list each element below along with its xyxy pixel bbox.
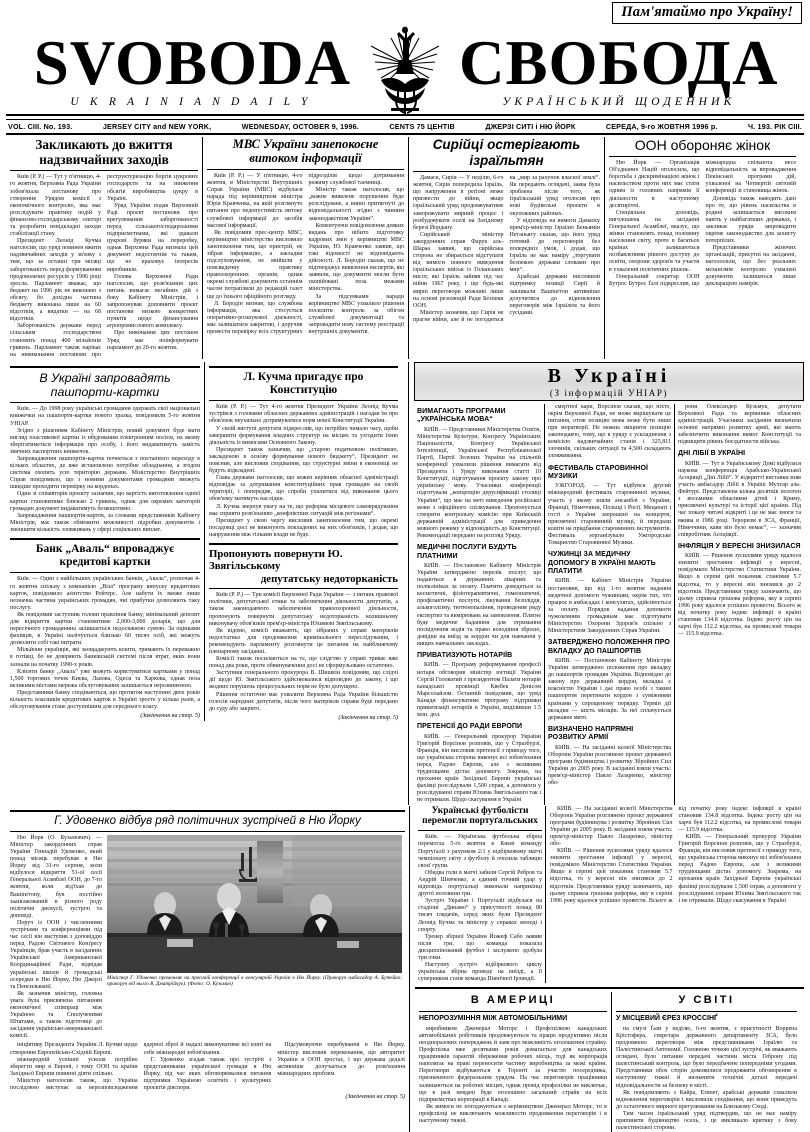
paragraph: Про виконання цих постанов Уряд має поінформувати парламент до 20-го жовтня. bbox=[107, 330, 198, 351]
masthead-title-ukrainian: СВОБОДА bbox=[459, 28, 779, 98]
news-brief-continuation bbox=[678, 404, 801, 447]
paragraph: КИЇВ. — Рішення зусиллями уряду вдалося знизити зростання інфляції у вересні, повідомило Міністерство Статистики України. Якщо в серпні цей показник становив 5.7 відсотка, то у вересні він знизився до 2 відсотків. Представники уряду зазначають, що цьому сприяла грошова реформа, яку в серпні 1996 року вдалося успішно провести. Всього ж від початку року індекс інфляції в країні становив 134.8 відсотка. Індекс росту цін на харчі був 112.2 відсотка, на промислові товари — 115.9 відсотка. bbox=[678, 553, 801, 638]
paragraph: Київ. — Один з найбільших українських банків, „Аваль“, розпочав 4-го жовтня спільну з компанією „Візa“ програму випуску кредитових карток, повідомило аґентство Ройтерс. Але набути їх зможе лише незначна частина українських громадян, чиї прибутки дозволяють таку послугу. bbox=[10, 576, 200, 611]
paragraph: КИЇВ. — Тут в Українському Домі відбулася наукова конференція Арабсько-Української Асоціяції „Дні Лібії“. У відкритті виставки взяв участь амбасадор Лібії в Україні Мухтар аль-Фейтурі. Представлена кілька десятків полотен з восьмими обласними дітей і Криму, присвячені культурі та історії цієї країни. Під час показу читачі відкриті і це не має змоги та вжива в 1986 році. Тероризм в ЗСА, Франції, Німеччини, кави він було немає“, — зазначив співробітник Асоціяції. bbox=[678, 460, 801, 538]
news-brief bbox=[548, 483, 671, 547]
paragraph: Міністер наголосив також, що Україна послідовно виступає за нерозповсюдження ядерної зброї й надалі виконуватиме всі взяті на себе міжнародні зобов'язання. bbox=[10, 1042, 272, 1092]
paragraph: Президент у свою чергу висловив занепокоєння тим, що окремі посадовці досі не виконують покладених на них обов'язків, і додав, що напруження між гілками влади не буде. bbox=[209, 517, 398, 538]
top-story-4 bbox=[604, 137, 800, 359]
photo-block bbox=[107, 835, 402, 1041]
news-brief bbox=[419, 1026, 607, 1125]
right-lower-row bbox=[415, 806, 804, 984]
paragraph: Спеціяльна доповідь, виголошена на засіданні Генеральної Асамблеї, вказує, що жінки становлять понад половину населення світу, проте в багатьох країнах залишаються позбавленими рівного доступу до освіти, охорони здоров'я та участи в ухваленні політичних рішень. bbox=[609, 209, 700, 273]
football-story bbox=[415, 806, 545, 984]
subheading: ПРИВАТИЗУЮТЬ НОТАРІЇВ bbox=[417, 652, 513, 660]
paragraph: Один зі співавторів проєкту зазначив, що вартість виготовлення однієї картки становитиме близько 2 гривень, однак для окремих категорій громадян документ видаватимуть безкоштовно. bbox=[10, 491, 200, 512]
ukrainian-trident-statue-emblem bbox=[351, 24, 459, 116]
indicia-place-english: JERSEY CITY and NEW YORK, bbox=[102, 122, 212, 131]
indicia-price: CENTS 75 ЦЕНТІВ bbox=[389, 122, 455, 131]
paragraph: Міністр також наголосив, що „кожне виявлене порушення буде розслідуване, а винні притягнуті до відповідальності згідно з чинним законодавством України“. bbox=[308, 187, 404, 222]
middle-column bbox=[204, 362, 402, 721]
paragraph: Запровадження пашпортів-карток почнеться з поетапного переходу в кількох областях, де вже встановлено потрібне обладнання, а згодом система охопить усю територію держави. Міністерство Внутрішніх Справ повідомило, що з новими документами громадяни зможуть швидше проходити перевірку на кордонах. bbox=[10, 455, 200, 491]
section-title: У СВІТІ bbox=[678, 994, 735, 1007]
paragraph: УЖГОРОД. — Тут відбувся другий міжнародний фестиваль старовинної музики, участь у якому взяли ансамблі з України, Франції, Німеччини, Польщі і Росії. Мецанаті і гості з України запрошені на концерти, присвячені старовинній музиці, й передали кошти на придбання старовинних інструментів. Фестиваль зорганізувало Ужгородське Товариство Старовинної Музики. bbox=[548, 483, 671, 547]
paragraph: Київ (Р. Р.) — Три комісії Верховної Ради України — з питань правової політики, депутатської етики та забезпечення діяльности депутатів, а також законодавчого забезпечення правоохоронної діяльности, пропонують повернути депутатську недоторканість колишньому виконувачу обов'язків прем'єр-міністра Юхимові Звягільському. bbox=[209, 592, 398, 627]
paragraph: У відповідь на вимоги Дамаску прем'єр-міністер Ізраїлю Беньямін Нетаньягу сказав, що його уряд готовий до переговорів без попередніх умов, і додав, що Ізраїль не має наміру „торгувати безпекою держави словами про мир“. bbox=[509, 217, 600, 274]
bottom-section-america bbox=[415, 992, 611, 1132]
paragraph: Представники жіночих організацій, присутні на засіданні, наголосили, що без реальних механізмів контролю ухвалені документи залишаться лише декларацією намірів. bbox=[705, 245, 796, 287]
section-rule bbox=[209, 366, 398, 368]
subheading: МЕДИЧНІ ПОСЛУГИ БУДУТЬ ПЛАТНИМИ bbox=[417, 544, 517, 560]
story-body bbox=[207, 173, 404, 336]
section-rule bbox=[209, 543, 398, 545]
news-brief bbox=[417, 734, 541, 805]
section-rule bbox=[10, 538, 200, 540]
indicia-place-ukrainian: ДЖЕРЗІ СИТІ і НЮ ЙОРК bbox=[485, 122, 576, 131]
news-brief bbox=[417, 563, 541, 648]
paragraph: КИЇВ. — Програму реформування професії нотаря обговорив міністер юстиції України Сергій Головатий з президентом Палати нотарів канадської провінції Квебек Денісом Марсолайзом. Останній повідомив, що уряд Канади фінансуватиме програму підтримки приватизації нотаріїв в Україні, виділивши 1.5 млн. дол. bbox=[417, 662, 541, 719]
news-brief bbox=[616, 1026, 797, 1132]
ukraine-section-subtitle: (З інформацій УНІАР) bbox=[549, 387, 669, 398]
indicia-volume-ukrainian: Ч. 193. РІК CIII. bbox=[748, 122, 802, 131]
paragraph: Доповідь також наводить дані про те, що рівень насильства в родині залишається високим навіть у найбагатших державах, і закликає уряди запровадити окреме законодавство для захисту потерпілих. bbox=[705, 195, 796, 245]
subheading: ФЕСТИВАЛЬ СТАРОВИННОЇ МУЗИКИ bbox=[548, 464, 649, 480]
subheading: ВИМАГАЮТЬ ПРОГРАМИ „УКРАЇНСЬКА МОВА“ bbox=[417, 407, 506, 424]
right-lower-block bbox=[409, 806, 804, 1132]
headline-rule bbox=[10, 170, 198, 171]
ukraine-section-title: В Україні bbox=[547, 364, 671, 387]
paragraph: Президент також зазначив, що „старою податковою політикою, закладеною в основу формування нового бюджету“, Президент не пояснив, але висловив сподівання, що структурні зміни в економіці не будуть відкладені. bbox=[209, 446, 398, 475]
headline-rule bbox=[609, 156, 796, 157]
paragraph: Заступник генерального прокурора В. Шишкін повідомив, що слідчі дії щодо Ю. Звягільського здійснювалися відповідно до закону, і що жодних порушень процесуальних норм не було допущено. bbox=[209, 670, 398, 691]
headline-rule bbox=[10, 572, 200, 573]
section-title-rule bbox=[419, 1011, 607, 1012]
story-body bbox=[10, 576, 200, 711]
paragraph: КИЇВ. — На засіданні колеґії Міністерства Оборони України розглянено проєкт державної програми будівництва і розвитку Збройних Сил України до 2005 року. В засіданні взяли участь: прем'єр-міністер Павло Лазаренко, міністер обо- bbox=[550, 805, 673, 847]
subheading: НЕПОРОЗУМІННЯ МІЖ АВТОМОБІЛЬНИМИ bbox=[419, 1015, 568, 1023]
remember-ukraine-slogan: Пам'ятаймо про Україну! bbox=[612, 2, 802, 24]
masthead-subtitle-ukrainian: УКРАЇНСЬКИЙ ЩОДЕННИК bbox=[502, 96, 736, 108]
top-story-2 bbox=[202, 137, 408, 359]
paragraph: Л. Бородін визнав, що службова інформація, яка стосується оперативно-розшукової діяльності, має залишатися закритою, і доручив провести перевірку всіх структурних підрозділів щодо дотримання режиму службової таємниці. bbox=[207, 172, 404, 335]
top-story-1 bbox=[6, 137, 202, 359]
paragraph: Як повідомив прес-центр МВС, керівництво міністерства висловило занепокоєння тим, що пристрій, не зібрав інформацію, а закладки підслуховування, не ввійшли у повсякденну практику правоохоронних органів, однак окремі службові документи останнім часом потрапляли до редакцій газет ще до їхнього офіційного розгляду. bbox=[207, 229, 303, 300]
news-brief bbox=[548, 745, 671, 788]
paragraph: Поруч із ООН і численними зустрічами та конференціями під час сесії він виступив з доповіддю перед Радою Світового Конґресу Українців, брав участь в засіданнях Української Американської Координаційної Ради, відвідав українські школи й громадські осередки в Ню Йорку, Ню Джерзі та Пенсильванії. bbox=[10, 919, 102, 990]
paragraph: Уряд України подав Верховній Раді проєкт постанови про врегулювання заборгованості перед сільськогосподарськими підприємствами, які здавали цукрові буряки на переробку, однак Верховна Рада визнала цей документ недостатнім та таким, що не враховує інтересів виробників. bbox=[107, 202, 198, 273]
headline: Сирійці остерігають ізраїльтян bbox=[432, 137, 581, 168]
paragraph: Київ (Р. Р.) — У п'ятницю, 4-го жовтня, в Міністерстві Внутрішніх Справ України (МВС) відбулася нарада під керівництвом міністра Юрія Кравченка, на якій розглянуто питання про недопустимість витоку службової інформації до засобів масової інформації. bbox=[207, 172, 303, 229]
press-conference-photo bbox=[107, 835, 402, 973]
paragraph: на смузі Ґази у неділю, 6-го жовтня, з присутності Воррена Крістофера, секретаря державного департаменту ЗСА, було продовжено переговори між представниками Ізраїлю та Палестинської Автономії. Головною точкою цієї зустрічі, як вважають оглядачі, було питання передачі частини міста Геброну під палестинський контроль, що було передбачене попередніми угодами. Представники обох сторін домовилися продовжити обговорення в наступному тижні й визначити технічні деталі передачі відповідальности за безпеку в місті. bbox=[616, 1025, 797, 1089]
headline: ООН обороняє жінок bbox=[634, 137, 771, 153]
story-body bbox=[10, 406, 200, 534]
paragraph: У своїй виступі депутати підкреслив, що потрібно чимало часу, щоби завершити формування владних структур на місцях та узгодити їхню діяльність із вимогами Основного Закону. bbox=[209, 425, 398, 446]
paragraph: КИЇВ. — Кабінет Міністрів України постановив, що від 1-го жовтня надання медичної допомоги чужинцям, окрім тих, хто працює в амбасадах і консулятах, здійснюється за оплату. Порядок надання допомоги чужоземним громадянам має підготувати Міністерство Охорони Здоров'я спільно з Міністерством Закордонних Справ України. bbox=[548, 578, 671, 635]
top-stories-row bbox=[6, 137, 804, 359]
paragraph: Як вимоги не погоджуються з керівництвом Дженерал Моторс, то в профспілці не виключають можливости продовження переговорів і в наступному тижні. bbox=[419, 1103, 607, 1124]
paragraph: Сирійський міністер закордонних справ Фарук аль-Шараа заявив, що сирійська сторона не збирається відступати від вимоги повного виведення ізраїльських військ із Голанських висот, які Ізраїль зайняв під час війни 1967 року, і що будь-які мирні переговори можливі лише на основі резолюцій Ради Безпеки ООН. bbox=[413, 231, 504, 309]
paragraph: Київ. — Українська футбольна збірна перемогла 5-го жовтня в Києві команду Портуґалії з рахунком 2:1 у відбірковому матчі чемпіонату світу з футболу й очолила таблицю своєї групи. bbox=[418, 834, 542, 869]
paragraph: КИЇВ. — Постановою Кабінету Міністрів України затверджено перелік послуг, що надаються в державних лікарнях та поліклініках за оплату. Платити доведеться за косметичні, фізіотерапевтичні, гомеопатичні, профілактичні послуги, лікування безпліддя, алькоголізму, тютюнопаління, проведення ряду експертиз та вимірювань на замовлення. Платне буде медичне баданння для отримання посвідчення водія та право володіння зброєю, довідки на виїзд за кордон чи для навчання у вищих навчальних закладах. bbox=[417, 562, 541, 647]
story-body bbox=[413, 175, 600, 324]
paragraph: Як повідомляють з Кайра, Еґипет, арабські держави схвалили відновлення переговорів і висловили сподівання, що вони приведуть до остаточного мирного врегулювання на Близькому Сході. bbox=[616, 1089, 797, 1110]
section-title: В АМЕРИЦІ bbox=[470, 994, 556, 1007]
paragraph: смертної кари, Ворсінов сказав, що ніхто, окрім Верховної Ради, не може вирішувати це питання, отож позицію мова може бути лише при моратворії. Не можна зміцнити позицію законодавчо, тому, що в уряду є ускладнення з комісією надзвичайних станів і 325,811 злочинів, скільких ситуації та 4,500 складають зловживання. bbox=[548, 403, 671, 460]
subheading: ЧУЖИНЦІ ЗА МЕДИЧНУ ДОПОМОГУ В УКРАЇНІ МАЮТЬ ПЛАТИТИ bbox=[548, 551, 656, 575]
headline: Г. Удовенко відбув ряд політичних зустрічей в Ню Йорку bbox=[54, 814, 361, 827]
headline-line-1: Пропонують повернути Ю. Звягільському bbox=[209, 548, 343, 573]
headline-rule bbox=[209, 400, 398, 401]
ukraine-column-2 bbox=[544, 404, 674, 805]
headline-rule bbox=[207, 169, 404, 170]
paragraph: Рішення остаточно має ухвалити Верховна Рада України більшістю голосів народних депутатів, після чого матеріяли справи буде передано до суду або закрито. bbox=[209, 691, 398, 712]
news-brief bbox=[678, 553, 801, 638]
paragraph: Коментуючи повідомлення деяких видань про нібито підготовку кадрових змін у керівництві МВС України, Ю. Кравченко заявив, що такі відомості не відповідають дійсності. Л. Бородін сказав, що не підтверджує виявлення експертів, які заявили, що документи могли бути скопійовані поза межами міністерства. bbox=[308, 222, 404, 293]
section-rule bbox=[10, 810, 405, 812]
paragraph: рони Олександер Кузьмук, депутати Верховної Ради та керівники обласних адміністрацій. Учасники засідання визначили основні напрямні розвитку армії, які мають забезпечити виконання вимог Конституції та підвищити рівень боєздатности війська. bbox=[678, 403, 801, 446]
story-body bbox=[10, 174, 198, 358]
ukraine-column-3 bbox=[674, 404, 804, 805]
paragraph: Київ (Р. Р.) — Тут у п'ятницю, 4-го жовтня, Верховна Рада України зобов'язала постанову про створення Урядом комісії з економічного контролю, яка має розслідувати практику подій у фінансово-господарському секторі та розробити невідкладні заходи стабілізації стану. bbox=[10, 174, 101, 238]
paragraph: Генеральний секретар ООН Бутрос Бутрос Ґалі підкреслив, що міжнародна спільнота несе відповідальність за впровадження Пекінської програми дій, ухваленої на Четвертій світовій конференції зі становища жінок. bbox=[609, 160, 796, 287]
headline-rule bbox=[10, 402, 200, 403]
headline: Банк „Аваль“ впроваджує кредитові картки bbox=[35, 543, 175, 569]
subheading: ВИЗНАЧЕНО НАПРЯМНІ РОЗВИТКУ АРМІЇ bbox=[548, 725, 634, 742]
paragraph: Заборгованість держави перед сільським господарством становить понад 400 мільйонів гривень. Парламент також нарікає на невиконання постанови про реструктуризацію боргів цукрових господарств та на зниження обсягів виробництва цукру в Україні. bbox=[10, 174, 198, 358]
subheading: ЗАТВЕРДЖЕНО ПОЛОЖЕННЯ ПРО ВКЛАДКУ ДО ПАШПОРТІВ bbox=[548, 639, 670, 655]
masthead bbox=[6, 26, 804, 112]
paragraph: Ню Йорк (О. Кузьмович). — Міністер закордонних справ України Геннадій Удовенко, який понад місяць перебував в Ню Йорку від 31-го серпня, коли відбулося відкриття 51-ої сесії Генеральної Асамблеї ООН, до 7-го жовтня, коли від'їхав до Вашінґтону, був постійно заанґажований в різного роду політичні дискусії, зустрічі та доповіді. bbox=[10, 834, 102, 919]
main-content-area bbox=[6, 362, 804, 805]
paragraph: Клієнти банку „Аваль“ уже можуть користуватися картками у понад 1,500 торгових точок Києва, Львова, Одеси та Харкова, однак поза великими містами мережа обслуговування залишається нерозвиненою. bbox=[10, 668, 200, 689]
section-title-rule bbox=[616, 1011, 797, 1012]
paragraph: Голова Верховної Ради наголосив, що розв'язання цих питань вимагає негайних дій з боку Кабінету Міністрів, і запропонував доповнити проєкт постанови низкою конкретних пунктів щодо фінансування агропромислового комплексу. bbox=[107, 273, 198, 330]
indicia-date-english: WEDNESDAY, OCTOBER 9, 1996. bbox=[241, 122, 359, 131]
paragraph: Згідно з рішенням Кабінету Міністрів, новий документ буде мати вигляд пластикової картки із вбудованим електронним носієм, на якому зберігатиметься інформація про особу, і його видаватимуть замість звичних паспортних книжечок. bbox=[10, 427, 200, 455]
section-rule bbox=[10, 366, 200, 368]
paragraph: виробником Дженерал Моторс і Профспілкою канадських автомобільних робітників продовжуються та працю продуктивно після неодноразових попереджень й заяв про можливість оголошення страйку. Профспілка вже десятками років домагається для канадських працівників ґарантій збереження робочих місць, тоді як корпорація наполягає на праві переносити частину виробництва за межі країни. Переговори відбуваються в Торонті за участю посередника, призначеного федеральним урядом. На час переговорів працівники залишаються на робочих місцях, однак провід профспілки не виключає, що в разі невдачі буде оголошено загальний страйк на всіх підприємствах корпорації в Канаді. bbox=[419, 1025, 607, 1103]
paragraph: КИЇВ. — Представники Міністерства Освіти, Міністерства Культури, Конґресу Українських Націоналістів, Конґресу Української Інтеліґенції, Української Республіканської Партії, Партії Зелених України на спільній конференції ухвалили рішення вимагати від Президента і Уряду виконання статті 10 Конституції, підготування проєкту закону про українську мову. Учасники конференції підготували „концепцію дерусификації столиці України“, що має на меті виведення російської мови з офіційного спілкування. Пропонується створити контрольну комісію при Київській державній адміністрації для приведення мовного режиму у відповідність до Конституції. Рекомендації передано на розгляд Уряду. bbox=[417, 426, 541, 539]
photo-story-row bbox=[6, 806, 804, 1132]
subheading: ДНІ ЛІБІЇ В УКРАЇНІ bbox=[678, 450, 746, 458]
subheading: У МІСЦЕВИЙ ЄРЕЗ КРОССІНҐ bbox=[616, 1015, 718, 1023]
paragraph: Підсумовуючи перебування в Ню Йорку, міністер висловив переконання, що авторитет України в ООН зростає, і що держава дедалі активніше долучається до розв'язання міжнародних проблем. bbox=[277, 1042, 405, 1077]
story-body bbox=[418, 834, 542, 983]
masthead-subtitle-english: U K R A I N I A N D A I L Y bbox=[70, 96, 312, 108]
news-brief-continuation bbox=[548, 404, 671, 461]
headline-rule bbox=[10, 831, 405, 832]
paragraph: Л. Кучма звернув увагу на те, що реформа місцевого самоврядування має сприяти розв'язанню „конфліктних ситуацій між регіонами“. bbox=[209, 503, 398, 517]
masthead-left bbox=[31, 26, 351, 108]
photo-caption: Міністер Г. Удовенко промовляє на пресовій конференції в консулярній Україні в Ню Йорку. (Праворуч амбасадор А. Бутейко; праворуч від нього В. Дмитрійчук). (Фото: О. Кузьмич) bbox=[107, 974, 402, 988]
continuation-note: (Закінчення на стор. 5) bbox=[140, 713, 200, 720]
left-block-row bbox=[6, 362, 408, 721]
paragraph: КИЇВ. — Генеральний прокурор України Григорій Ворсінов розповів, що у Стразбурзі, Франція, він висловив претенсії з приводу того, що українська сторона виконує всі зобов'язання перед Радою Европи, але з великими труднощами дістає допомогу. Зокрема, на прохання країн Західньої Европи українські фахівці розслідували 1,500 справ, а допомоги у розслідуванні справи Юхима Звягільського так і не отримали. Щодо скасування в Україні bbox=[417, 733, 541, 804]
ukraine-section-columns bbox=[414, 404, 804, 805]
section-rule bbox=[415, 987, 804, 989]
ukraine-section-overflow bbox=[545, 806, 801, 984]
headline-rule bbox=[418, 830, 542, 831]
news-brief-continuation bbox=[550, 806, 801, 905]
continuation-note: (Закінчення на стор. 5) bbox=[345, 1094, 405, 1101]
bottom-sections bbox=[415, 992, 804, 1132]
photo-story-inner bbox=[10, 835, 405, 1041]
news-brief bbox=[417, 427, 541, 541]
paragraph: Мільйони українців, які заощаджують кошти, тримають їх переважно в готівці, бо не довіряють банківській системі після втрат, яких вони зазнали на початку 1990-х років. bbox=[10, 647, 200, 668]
headline: В Україні запровадять пашпорти-картки bbox=[39, 370, 171, 400]
story-body bbox=[609, 160, 796, 288]
bottom-section-world bbox=[611, 992, 801, 1132]
paragraph: Київ. — До 1998 року українські громадяни одержать свої національні книжечки на пашпорти-картки нового зразка, повідомили 5-го жовтня УНІАР. bbox=[10, 406, 200, 427]
headline: Закликають до вжиття надзвичайних заходів bbox=[35, 137, 173, 168]
paragraph: КИЇВ. — Рішення зусиллями уряду вдалося знизити зростання інфляції у вересні, повідомило Міністерство Статистики України. Якщо в серпні цей показник становив 5.7 відсотка, то у вересні він знизився до 2 відсотків. Представники уряду зазначають, що цьому сприяла грошова реформа, яку в серпні 1996 року вдалося успішно провести. Всього ж від початку року індекс інфляції в країні становив 134.8 відсотка. Індекс росту цін на харчі був 112.2 відсотка, на промислові товари — 115.9 відсотка. bbox=[550, 805, 801, 904]
masthead-right bbox=[459, 26, 779, 108]
indicia-bar bbox=[6, 120, 804, 135]
story-body bbox=[209, 404, 398, 539]
ukraine-section-banner bbox=[414, 362, 804, 401]
paragraph: За підсумками наради керівництво МВС ухвалило рішення посилити контроль за обігом службової документації та запровадити нову систему реєстрації внутрішніх документів. bbox=[308, 293, 404, 335]
top-banner bbox=[6, 0, 804, 26]
paragraph: Тренер збірної України Йожеф Сабо заявив після гри, що команда показала дисциплінований футбол і заслужено здобула три очки. bbox=[418, 933, 542, 961]
headline-rule bbox=[209, 588, 398, 589]
subheading: ПРЕТЕНСІЇ ДО РАДИ ЕВРОПИ bbox=[417, 723, 523, 731]
news-brief bbox=[678, 461, 801, 539]
paragraph: Як відомо, комісії вважають, що зібраних у справі матеріялів недостатньо для продовження кримінального переслідування, і рекомендують парламенту розглянути це питання на найближчому пленарному засіданні. bbox=[209, 627, 398, 655]
paragraph: Дамаск, Сирія — У неділю, 6-го жовтня, Сирія попередила Ізраїль, що напруження в реґіоні може призвести до війни, якщо ізраїльський уряд продовжуватиме заморожувати мирний процес і розбудовувати оселі на Західному березі Йордану. bbox=[413, 175, 504, 231]
headline-line-1: Українські футболісти bbox=[431, 805, 529, 816]
news-brief bbox=[548, 658, 671, 722]
paragraph: Зустріч України і Портуґалії відбулася на стадіоні „Динамо“ у присутності понад 80 тисяч глядачів, серед яких були Президент Леонід Кучма та міністер у справах молоді і спорту. bbox=[418, 898, 542, 933]
headline-line-2: перемогли портуґальських bbox=[422, 816, 538, 827]
paragraph: Ню Йорк — Організація Об'єднаних Націй оголосила, що боротьба з дискримінацією жінок і насильством проти них має стати одним із головних напрямів її діяльности в наступному десятиріччі. bbox=[609, 160, 700, 209]
ukraine-column-1 bbox=[414, 404, 544, 805]
paragraph: Президент Леонід Кучма наголосив, що уряд повинен вжити надзвичайних заходів у зв'язку з тим, що за останні три місяці заборгованість перед формуванням продовольчих ресурсів у 1996 році зросла. Парламент вважає, що бюджет на 1996 рік не виконано з обсягу, бо дохідна частина бюджету виконана лише на 60 відсотків, а видатки — на 68 відсотків. bbox=[10, 238, 101, 323]
paragraph: Як повідомив заступник голови правління банку, мінімальний депозит для відкриття картки становитиме 2,000-3,000 доларів, що для пересічного громадянина залишається недосяжною сумою. За оцінками фахівців, в Україні налічується близько 60 тисяч осіб, які можуть дозволити собі такі витрати. bbox=[10, 611, 200, 647]
indicia-volume: VOL. CIII. No. 193. bbox=[8, 122, 73, 131]
top-story-3 bbox=[408, 137, 604, 359]
paragraph: Міністер зазначив, що Сирія не прагне війни, але й не погодиться на „мир за рахунок власної землі“. Як передають оглядачі, заява була зроблена після того, як ізраїльський уряд оголосив про нові будівельні проєкти в окупованих районах. bbox=[413, 175, 600, 323]
headline-rule bbox=[413, 171, 600, 172]
paragraph: Запровадження пашпортів-карток, за словами представників Кабінету Міністрів, має також обмежити можливості підробки документів і зменшити кількість зловживань у сфері соціяльних виплат. bbox=[10, 512, 200, 533]
story-body bbox=[209, 592, 398, 713]
paragraph: КИЇВ. — Генеральний прокурор України Григорій Ворсінов розповів, що у Стразбурзі, Франція, він висловив претенсії з приводу того, що українська сторона виконує всі зобов'язання перед Радою Европи, але з великими труднощами дістає допомогу. Зокрема, на прохання країн Західньої Европи українські фахівці розслідували 1,500 справ, а допомоги у розслідуванні справи Юхима Звягільського так і не отримали. Щодо скасування в Україні bbox=[678, 833, 801, 904]
paragraph: Наступну зустріч відбіркового циклу українська збірна проведе на виїзді, а її суперником стане команда Північної Ірляндії. bbox=[418, 962, 542, 983]
headline: МВС України занепокоєне витоком інформації bbox=[232, 137, 379, 166]
paragraph: Представники банку сподіваються, що протягом наступних двох років кількість власників кредитових карток в Україні зросте у кілька разів, а обслуговування стане доступнішим для середнього класу. bbox=[10, 689, 200, 711]
subheading: ІНФЛЯЦІЯ У ВЕРЕСНІ ЗНИЗИЛАСЯ bbox=[678, 542, 801, 550]
photo-story-text-left bbox=[10, 835, 102, 1041]
paragraph: Глава держави наголосив, що кожен керівник обласної адміністрації відповідає за дотримання конституційних прав громадян на своїй території, і попередив, що спроби ухилитися від виконання цього обов'язку матимуть наслідки. bbox=[209, 475, 398, 503]
paragraph: Г. Удовенко згадав також про зустрічі з представниками української громади в Ню Йорку, під час яких обговорювалися питання підтримки Україною освітніх і культурних проєктів діяспори. bbox=[143, 1056, 272, 1092]
left-column bbox=[6, 362, 204, 721]
paragraph: КИЇВ. — На засіданні колеґії Міністерства Оборони України розглянено проєкт державної програми будівництва і розвитку Збройних Сил України до 2005 року. В засіданні взяли участь: прем'єр-міністер Павло Лазаренко, міністер обо- bbox=[548, 744, 671, 787]
news-brief bbox=[548, 578, 671, 635]
photo-story bbox=[6, 806, 409, 1132]
paragraph: КИЇВ. — Постановою Кабінету Міністрів України затверджено положення про вкладку до пашпортів громадян України. Відповідно до закону про державний кордон, вкладка є власністю України і дає право особі з таким пашпортом перетинати кордон з суміжними країнами у спрощеному порядку. Термін дії вкладки — шість місяців. За неї сплачується державне мито. bbox=[548, 657, 671, 721]
paragraph: міжнародній успішні усилля потрібно зберегти мир в Европі, і тому ООН та країни Західньої Европи повинні діяти спільно. bbox=[10, 1056, 138, 1077]
masthead-title-english: SVOBODA bbox=[33, 28, 351, 98]
paragraph: Як зазначив міністер, головна увага була присвячена питанням економічної співпраці між Україною та Сполученими Штатами, а також підготовці до засідання українсько-американської комісії. bbox=[10, 990, 102, 1040]
paragraph: Київ (Р. Р.) — Тут 4-го жовтня Президент України Леонід Кучма зустрівся з головами обласних державних адміністрацій і нагадав їм про обов'язок неухильно дотримуватися норм нової Конституції України. bbox=[209, 404, 398, 425]
news-brief bbox=[417, 662, 541, 719]
paragraph: Тим часом ізраїльський уряд підтвердив, що не має наміру припиняти будівництво осель, і це викликало критику з боку палестинської сторони. bbox=[616, 1110, 797, 1132]
paragraph: Комісії також посилаються на те, що слідство у справі триває вже понад два роки, проте обвинувачення досі не сформульовано остаточно. bbox=[209, 656, 398, 670]
indicia-date-ukrainian: СЕРЕДА, 9-го ЖОВТНЯ 1996 р. bbox=[605, 122, 718, 131]
left-block bbox=[6, 362, 408, 805]
paragraph: ініціятиву Президента України Л. Кучми щодо створення Европейсько-Східній Европі. bbox=[10, 1042, 138, 1056]
paragraph: Арабські держави висловили підтримку позиції Сирії й закликали Вашінґтон активніше долучитися до відновлення переговорів між Ізраїлем та його сусідами. bbox=[509, 274, 600, 316]
ukraine-section bbox=[408, 362, 804, 805]
continuation-note: (Закінчення на стор. 5) bbox=[338, 714, 398, 721]
headline-line-2: депутатську недоторканість bbox=[260, 572, 398, 585]
paragraph: Обидва голи в матчі забили Сергій Ребров та Андрій Шевченко, а єдиний точний удар у відповідь портуґальці виконали наприкінці другої половини гри. bbox=[418, 869, 542, 898]
photo-story-text-below bbox=[10, 1042, 405, 1092]
headline: Л. Кучма пригадує про Конституцію bbox=[243, 370, 364, 396]
